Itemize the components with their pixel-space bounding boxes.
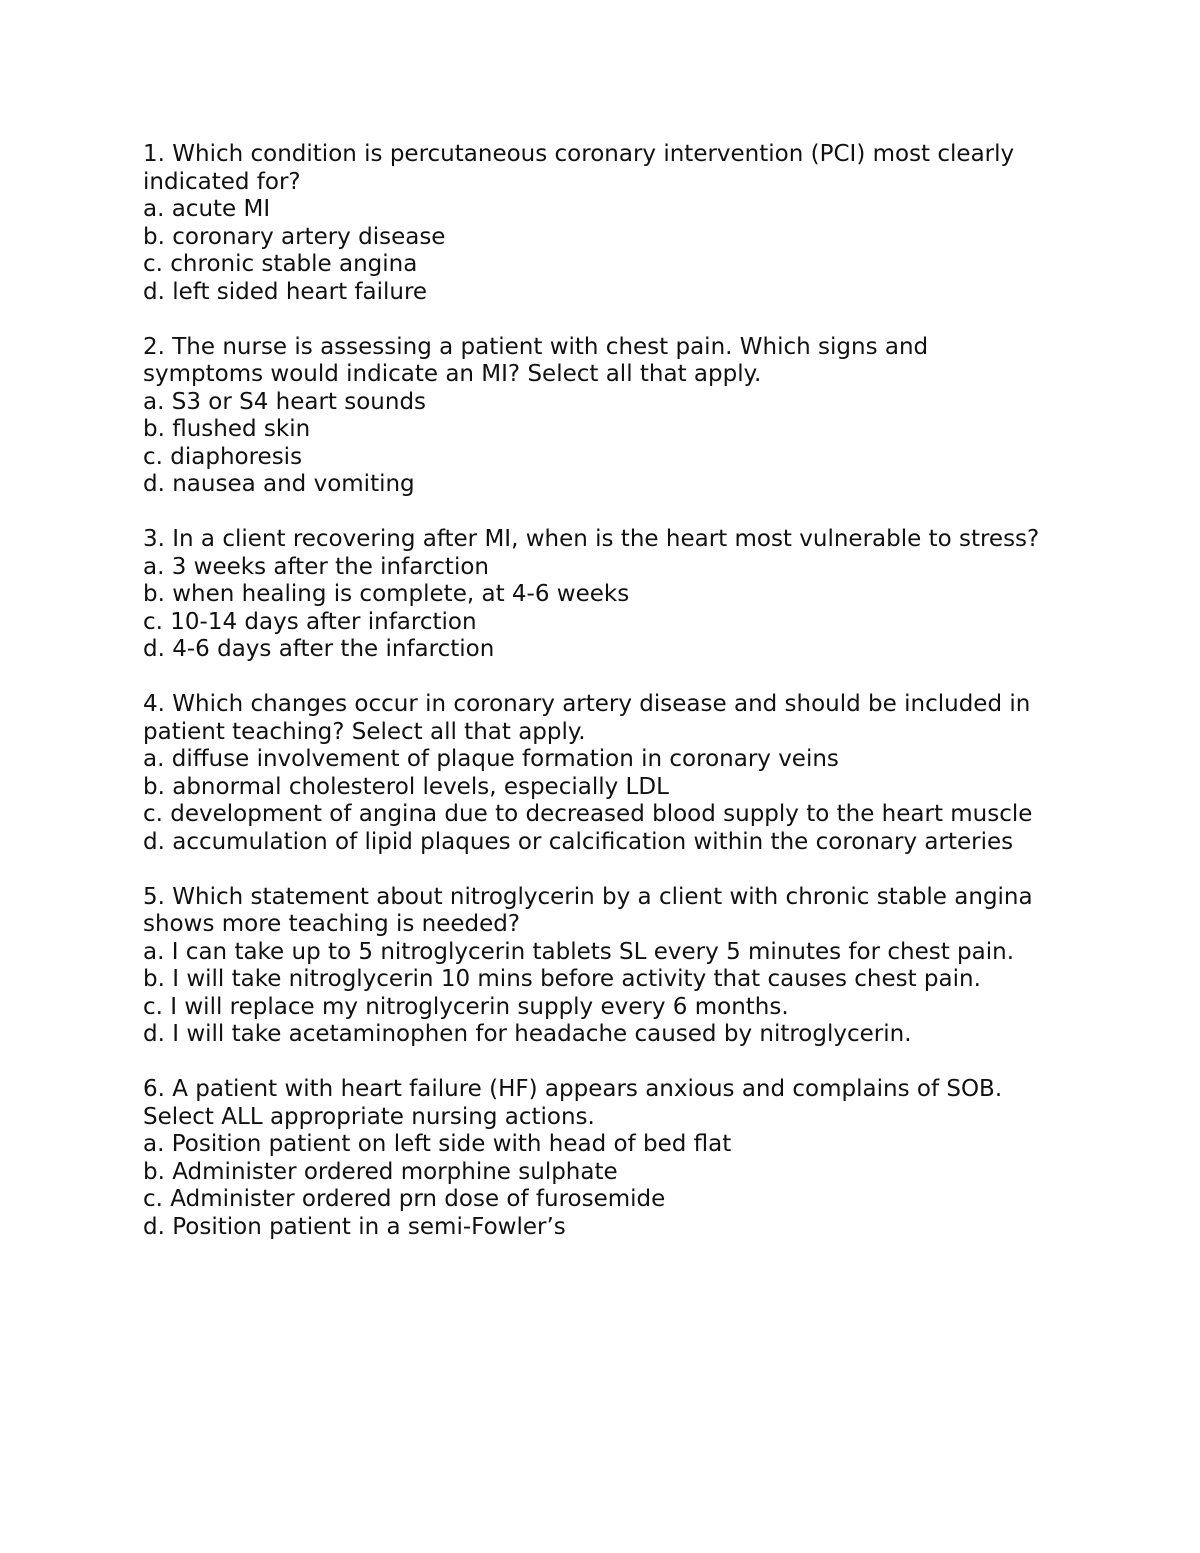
question-2-option-d: d. nausea and vomiting [143, 471, 415, 497]
question-3 [143, 526, 1103, 664]
question-6-option-c: c. Administer ordered prn dose of furosemide [143, 1186, 666, 1212]
question-2-option-b: b. flushed skin [143, 416, 311, 442]
question-3-option-d: d. 4-6 days after the infarction [143, 636, 495, 662]
question-2-option-a: a. S3 or S4 heart sounds [143, 388, 427, 415]
question-5-option-c: c. I will replace my nitroglycerin supply every 6 months. [143, 993, 789, 1020]
question-3-text: 3. In a client recovering after MI, when is the heart most vulnerable to stress? [143, 526, 1040, 552]
question-1-text: 1. Which condition is percutaneous coronary intervention (PCI) most clearly indicated for? [143, 141, 1022, 195]
question-1-option-b: b. coronary artery disease [143, 223, 446, 250]
question-6-text: 6. A patient with heart failure (HF) appears anxious and complains of SOB. Select ALL appropriate nursing actions. [143, 1076, 1010, 1130]
question-5-option-d: d. I will take acetaminophen for headache caused by nitroglycerin. [143, 1021, 912, 1047]
question-2-text: 2. The nurse is assessing a patient with chest pain. Which signs and symptoms would indicate an MI? Select all that apply. [143, 333, 936, 387]
question-5-option-b: b. I will take nitroglycerin 10 mins before activity that causes chest pain. [143, 966, 981, 992]
question-1-option-a: a. acute MI [143, 196, 271, 222]
question-3-option-b: b. when healing is complete, at 4-6 weeks [143, 581, 630, 607]
question-1-option-d: d. left sided heart failure [143, 278, 428, 305]
question-6-option-b: b. Administer ordered morphine sulphate [143, 1158, 618, 1185]
question-6-option-a: a. Position patient on left side with head of bed flat [143, 1131, 732, 1157]
question-4-text: 4. Which changes occur in coronary artery disease and should be included in patient teaching? Select all that apply. [143, 691, 1038, 745]
question-4 [143, 691, 1103, 856]
question-3-option-c: c. 10-14 days after infarction [143, 608, 477, 635]
question-3-option-a: a. 3 weeks after the infarction [143, 553, 489, 580]
question-1-option-c: c. chronic stable angina [143, 251, 418, 277]
question-1 [143, 141, 1103, 306]
question-list [143, 141, 1103, 1269]
question-4-option-c: c. development of angina due to decreased blood supply to the heart muscle [143, 801, 1033, 827]
question-2 [143, 334, 1103, 499]
question-6 [143, 1076, 1103, 1241]
question-4-option-a: a. diffuse involvement of plaque formation in coronary veins [143, 746, 839, 772]
question-5-option-a: a. I can take up to 5 nitroglycerin tablets SL every 5 minutes for chest pain. [143, 938, 1015, 965]
question-5 [143, 884, 1103, 1049]
question-4-option-d: d. accumulation of lipid plaques or calcification within the coronary arteries [143, 828, 1014, 855]
question-5-text: 5. Which statement about nitroglycerin by a client with chronic stable angina shows more teaching is needed? [143, 883, 1040, 937]
question-4-option-b: b. abnormal cholesterol levels, especially LDL [143, 773, 669, 800]
question-2-option-c: c. diaphoresis [143, 443, 303, 470]
question-6-option-d: d. Position patient in a semi-Fowler’s [143, 1213, 566, 1240]
